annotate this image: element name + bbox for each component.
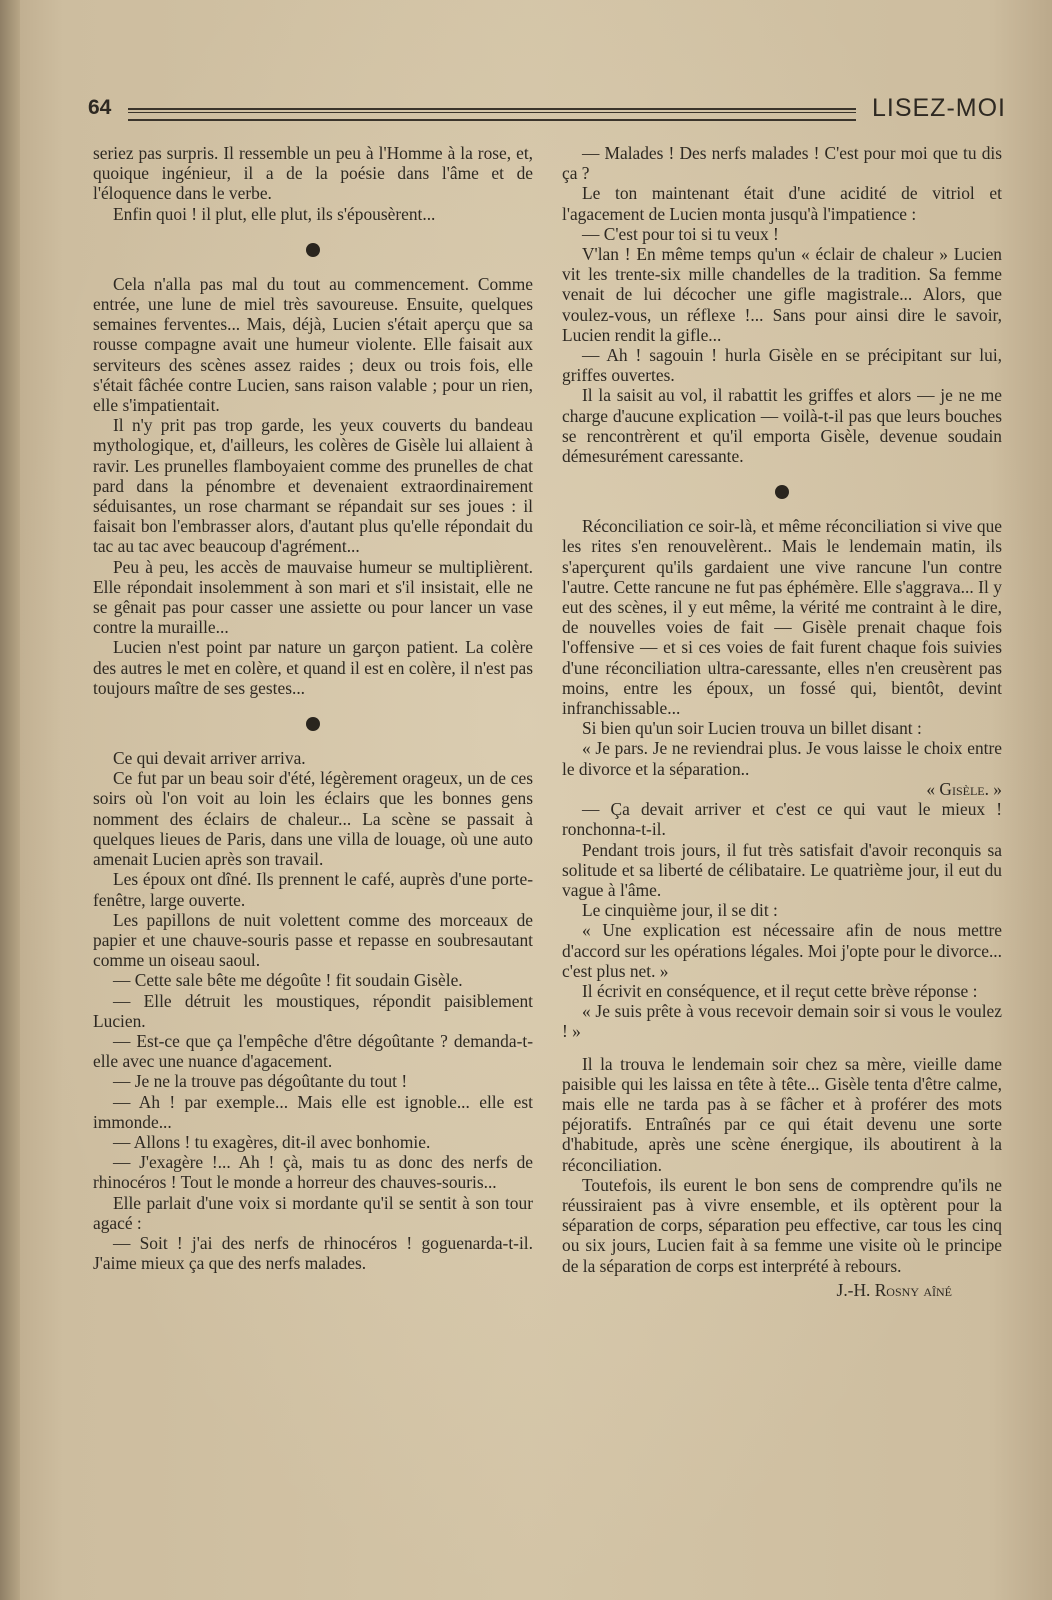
dialogue-line: — Ah ! sagouin ! hurla Gisèle en se précipitant sur lui, griffes ouvertes. <box>562 345 1002 386</box>
paragraph: seriez pas surpris. Il ressemble un peu à l'Homme à la rose, et, quoique ingénieur, il a de la poésie dans l'âme et de l'éloquence dans le verbe. <box>93 143 533 204</box>
paragraph: Il écrivit en conséquence, et il reçut cette brève réponse : <box>582 980 978 1001</box>
binding-edge <box>0 0 20 1600</box>
magazine-title: LISEZ-MOI <box>871 94 1006 122</box>
paragraph: Les époux ont dîné. Ils prennent le café, auprès d'une porte-fenêtre, large ouverte. <box>93 869 533 910</box>
paragraph: Toutefois, ils eurent le bon sens de comprendre qu'ils ne réussiraient pas à vivre ensemble, et ils optèrent pour la séparation de corps, séparation peu effective, car tous les cinq ou six jours, Lucien fait à sa femme une visite où le principe de la séparation de corps est interprété à rebours. <box>562 1174 1002 1276</box>
paragraph: Réconciliation ce soir-là, et même réconciliation si vive que les rites s'en renouvelèrent.. Mais le lendemain matin, ils s'aperçurent qu'ils gardaient une vive rancune l'un contre l'autre. Cette rancune ne fut pas éphémère. Elle s'aggrava... Il y eut des scènes, il y eut même, la vérité me contraint à le dire, de nouvelles voies de fait — Gisèle prenait chaque fois l'offensive — et si ces voies de fait furent chaque fois suivies d'une réconciliation ultra-caressante, elles n'en creusèrent pas moins, entre les époux, un fossé qui, bientôt, devint infranchissable... <box>562 516 1002 719</box>
right-column <box>562 143 1002 1300</box>
page-header <box>88 96 1006 126</box>
author-signature: J.-H. Rosny aîné <box>836 1279 952 1300</box>
paragraph: V'lan ! En même temps qu'un « éclair de chaleur » Lucien vit les trente-six mille chandelles de la tradition. Sa femme venait de lui décocher une gifle magistrale... Alors, que voulez-vous, un réflexe !... Sans pour ainsi dire le savoir, Lucien rendit la gifle... <box>562 244 1002 345</box>
header-rule <box>128 108 856 121</box>
section-separator <box>93 704 533 744</box>
paragraph: Le cinquième jour, il se dit : <box>582 900 778 921</box>
paragraph: Pendant trois jours, il fut très satisfait d'avoir reconquis sa solitude et sa liberté de célibataire. Le quatrième jour, il eut du vague à l'âme. <box>562 839 1002 900</box>
paragraph: Elle parlait d'une voix si mordante qu'il se sentit à son tour agacé : <box>93 1192 533 1233</box>
paragraph: Ce qui devait arriver arriva. <box>113 748 306 769</box>
dialogue-line: — C'est pour toi si tu veux ! <box>582 223 779 244</box>
paragraph: Cela n'alla pas mal du tout au commencement. Comme entrée, une lune de miel très savoureuse. Ensuite, quelques semaines ferventes... Mais, déjà, Lucien s'était aperçu que sa rousse compagne avait une humeur violente. Elle faisait aux serviteurs des scènes assez raides ; deux ou trois fois, elle s'était fâchée contre Lucien, sans raison valable ; pour un rien, elle s'impatientait. <box>93 273 533 416</box>
paragraph: Ce fut par un beau soir d'été, légèrement orageux, un de ces soirs où l'on voit au loin les éclairs que les bonnes gens nomment des éclairs de chaleur... La scène se passait à quelques lieues de Paris, dans une villa de louage, où une auto amenait Lucien après son travail. <box>93 768 533 870</box>
dialogue-line: — J'exagère !... Ah ! çà, mais tu as donc des nerfs de rhinocéros ! Tout le monde a horreur des chauves-souris... <box>93 1152 533 1193</box>
paragraph: Il n'y prit pas trop garde, les yeux couverts du bandeau mythologique, et, d'ailleurs, les colères de Gisèle lui allaient à ravir. Les prunelles flamboyaient comme des prunelles de chat pard dans la pénombre et devenaient extraordinairement séduisantes, un rose charmant se répandait sur ses joues : il faisait bon l'embrasser alors, d'autant plus qu'elle répondait du tac au tac avec beaucoup d'agrément... <box>93 415 533 557</box>
dialogue-line: — Elle détruit les moustiques, répondit paisiblement Lucien. <box>93 990 533 1031</box>
note-signature: « Gisèle. » <box>926 778 1002 799</box>
paragraph: Si bien qu'un soir Lucien trouva un billet disant : <box>582 718 922 739</box>
dialogue-line: — Malades ! Des nerfs malades ! C'est pour moi que tu dis ça ? <box>562 143 1002 184</box>
page-number: 64 <box>88 96 112 119</box>
left-column <box>93 143 533 1273</box>
paragraph: Lucien n'est point par nature un garçon patient. La colère des autres le met en colère, et quand il est en colère, il n'est pas toujours maître de ses gestes... <box>93 637 533 698</box>
dialogue-line: — Cette sale bête me dégoûte ! fit soudain Gisèle. <box>113 970 463 991</box>
dialogue-line: — Ah ! par exemple... Mais elle est ignoble... elle est immonde... <box>93 1091 533 1132</box>
paragraph: Les papillons de nuit volettent comme des morceaux de papier et une chauve-souris passe et repasse en soubresautant comme un oiseau saoul. <box>93 909 533 971</box>
dialogue-line: — Ça devait arriver et c'est ce qui vaut le mieux ! ronchonna-t-il. <box>562 799 1002 840</box>
bullet-ornament <box>306 717 320 731</box>
dialogue-line: — Est-ce que ça l'empêche d'être dégoûtante ? demanda-t-elle avec une nuance d'agacement. <box>93 1030 533 1072</box>
dialogue-line: — Soit ! j'ai des nerfs de rhinocéros ! goguenarda-t-il. J'aime mieux ça que des nerfs malades. <box>93 1232 533 1274</box>
paragraph: Enfin quoi ! il plut, elle plut, ils s'épousèrent... <box>113 203 436 224</box>
bullet-ornament <box>306 243 320 257</box>
paragraph: Il la trouva le lendemain soir chez sa mère, vieille dame paisible qui les laissa en tête à tête... Gisèle tenta d'être calme, mais elle ne tarda pas à se fâcher et à proférer des mots péjoratifs. Entraînés par ce qui était devenu une sorte d'habitude, après une scène énergique, ils aboutirent à la réconciliation. <box>562 1053 1002 1175</box>
section-separator <box>93 230 533 270</box>
section-separator <box>562 472 1002 512</box>
paragraph: Le ton maintenant était d'une acidité de vitriol et l'agacement de Lucien monta jusqu'à l'impatience : <box>562 183 1002 224</box>
quoted-letter: « Une explication est nécessaire afin de nous mettre d'accord sur les opérations légales. Moi j'opte pour le divorce... c'est plus net. » <box>562 920 1002 981</box>
bullet-ornament <box>775 485 789 499</box>
dialogue-line: — Je ne la trouve pas dégoûtante du tout ! <box>113 1071 408 1092</box>
paragraph: Peu à peu, les accès de mauvaise humeur se multiplièrent. Elle répondait insolemment à son mari et s'il insistait, elle ne se gênait pas pour casser une assiette ou pour lancer un vase contre la muraille... <box>93 556 533 638</box>
paragraph: Il la saisit au vol, il rabattit les griffes et alors — je ne me charge d'aucune explication — voilà-t-il pas que leurs bouches se rencontrèrent et qu'il emporta Gisèle, devenue soudain démesurément caressante. <box>562 385 1002 467</box>
dialogue-line: — Allons ! tu exagères, dit-il avec bonhomie. <box>113 1131 431 1152</box>
quoted-note: « Je pars. Je ne reviendrai plus. Je vous laisse le choix entre le divorce et la séparation.. <box>562 738 1002 779</box>
paragraph-gap <box>562 1042 1002 1054</box>
quoted-letter: « Je suis prête à vous recevoir demain soir si vous le voulez ! » <box>562 1001 1002 1042</box>
